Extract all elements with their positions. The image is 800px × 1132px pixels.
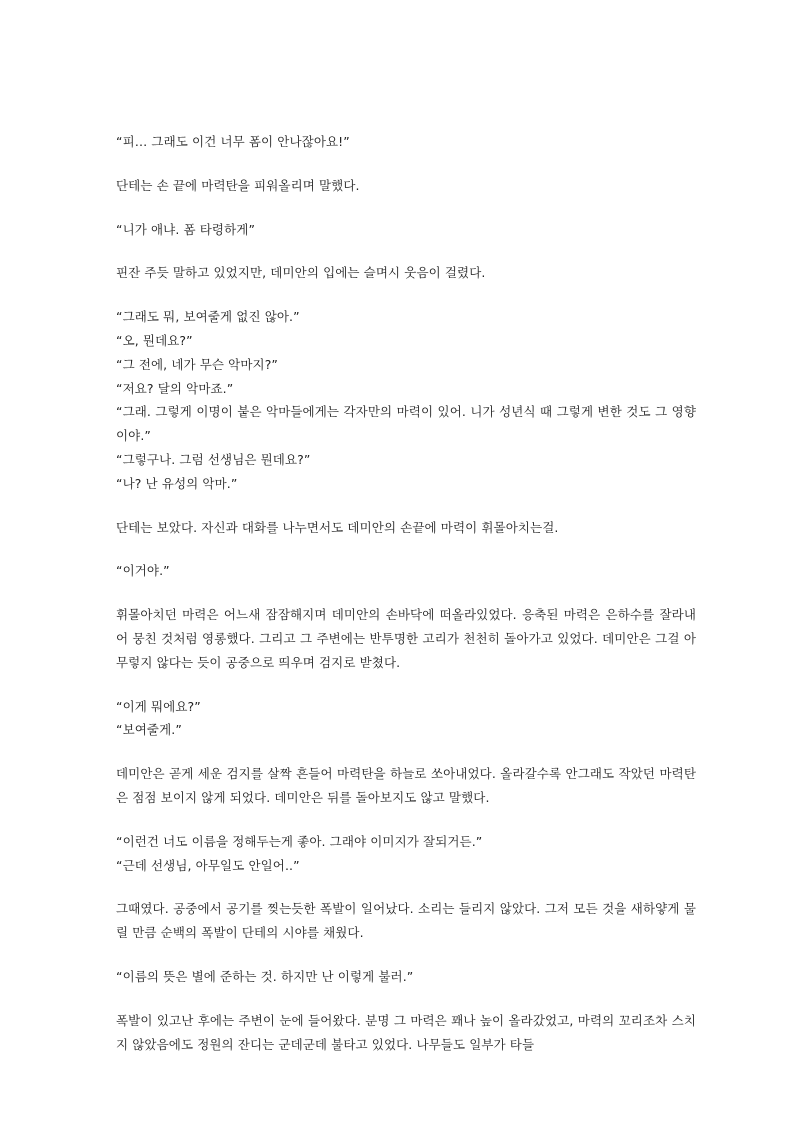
paragraph <box>116 174 696 198</box>
dialogue-line: “보여줄게.” <box>116 722 182 738</box>
dialogue-line: “이름의 뜻은 별에 준하는 것. 하지만 난 이렇게 불러.” <box>116 968 414 984</box>
dialogue-line: “저요? 달의 악마죠.” <box>116 380 234 396</box>
dialogue-line: “그래도 뭐, 보여줄게 없진 않아.” <box>116 309 300 325</box>
narration-line: 휘몰아치던 마력은 어느새 잠잠해지며 데미안의 손바닥에 떠올라있었다. 응축된 마력은 은하수를 잘라내어 뭉친 것처럼 영롱했다. 그리고 그 주변에는 반투명한 고리가 천천히 돌아가고 있었다. 데미안은 그걸 아무렇지 않다는 듯이 공중으로 띄우며 검지로 받쳤다. <box>116 607 696 670</box>
narration-line: 핀잔 주듯 말하고 있었지만, 데미안의 입에는 슬며시 웃음이 걸렸다. <box>116 265 486 281</box>
dialogue-line: “이런건 너도 이름을 정해두는게 좋아. 그래야 이미지가 잘되거든.” <box>116 833 483 849</box>
paragraph <box>116 762 696 810</box>
dialogue-line: “그렇구나. 그럼 선생님은 뭔데요?” <box>116 451 311 467</box>
dialogue-line: “니가 애냐. 폼 타령하게” <box>116 221 256 237</box>
narration-line: 단테는 손 끝에 마력탄을 피워올리며 말했다. <box>116 177 360 193</box>
paragraph <box>116 305 696 495</box>
narration-line: 폭발이 있고난 후에는 주변이 눈에 들어왔다. 분명 그 마력은 꽤나 높이 올라갔었고, 마력의 꼬리조차 스치지 않았음에도 정원의 잔디는 군데군데 불타고 있었다. 나무들도 일부가 타들 <box>116 1012 696 1052</box>
paragraph <box>116 695 696 743</box>
dialogue-line: “오, 뭔데요?” <box>116 332 193 348</box>
narration-line: 데미안은 곧게 세운 검지를 살짝 흔들어 마력탄을 하늘로 쏘아내었다. 올라갈수록 안그래도 작았던 마력탄은 점점 보이지 않게 되었다. 데미안은 뒤를 돌아보지도 않고 말했다. <box>116 766 696 805</box>
paragraph <box>116 1009 696 1057</box>
dialogue-line: “근데 선생님, 아무일도 안일어..” <box>116 857 300 873</box>
paragraph <box>116 261 696 285</box>
paragraph <box>116 559 696 583</box>
dialogue-line: “나? 난 유성의 악마.” <box>116 475 238 491</box>
dialogue-line: “피… 그래도 이건 너무 폼이 안나잖아요!” <box>116 134 350 149</box>
paragraph <box>116 130 696 154</box>
paragraph <box>116 830 696 878</box>
dialogue-line: “그래. 그렇게 이명이 붙은 악마들에게는 각자만의 마력이 있어. 니가 성년식 때 그렇게 변한 것도 그 영향이야.” <box>116 404 696 444</box>
document-body <box>116 130 696 1076</box>
narration-line: 단테는 보았다. 자신과 대화를 나누면서도 데미안의 손끝에 마력이 휘몰아치는걸. <box>116 519 559 535</box>
narration-line: 그때였다. 공중에서 공기를 찢는듯한 폭발이 일어났다. 소리는 들리지 않았다. 그저 모든 것을 새하얗게 물릴 만큼 순백의 폭발이 단테의 시야를 채웠다. <box>116 901 696 941</box>
dialogue-line: “그 전에, 네가 무슨 악마지?” <box>116 356 279 372</box>
dialogue-line: “이거야.” <box>116 563 170 579</box>
paragraph <box>116 516 696 540</box>
dialogue-line: “이게 뭐에요?” <box>116 698 201 714</box>
paragraph <box>116 603 696 674</box>
paragraph <box>116 897 696 945</box>
paragraph <box>116 218 696 242</box>
paragraph <box>116 965 696 989</box>
